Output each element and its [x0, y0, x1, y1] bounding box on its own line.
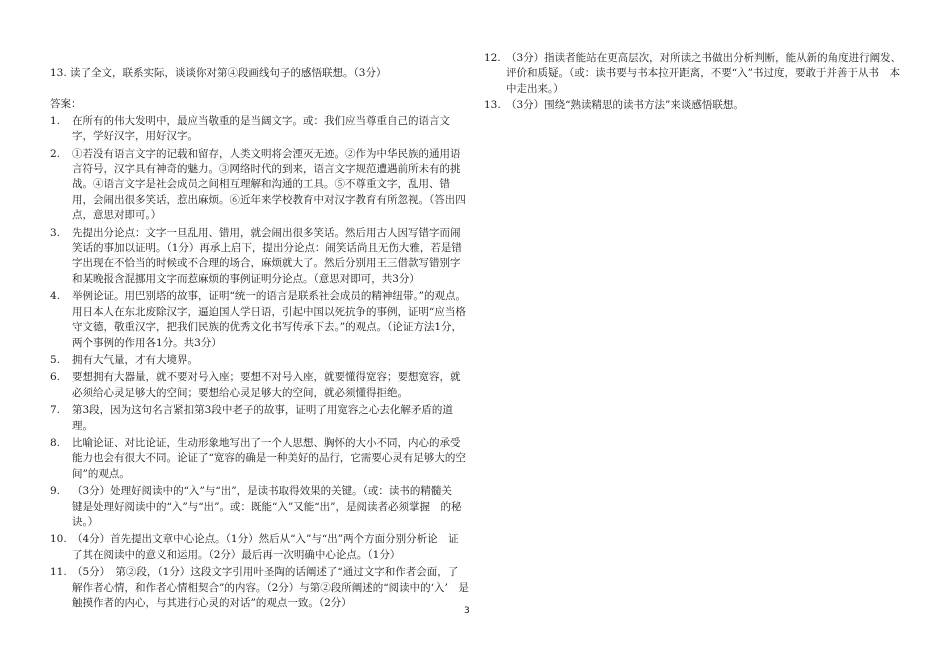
question-13: 13. 读了全文，联系实际，谈谈你对第④段画线句子的感悟联想。（3分） — [50, 67, 387, 79]
answer-text: 比喻论证、对比论证，生动形象地写出了一个人思想、胸怀的大小不同，内心的承受能力也会有很大不同。论证了“宽容的确是一种美好的品行，它需要心灵有足够大的空间”的观点。 — [72, 436, 466, 480]
answer-text: 先提出分论点：文字一旦乱用、错用，就会闹出很多笑话。然后用古人因写错字而闹笑话的事加以证明。（1分）再承上启下，提出分论点：闹笑话尚且无伤大雅，若是错字出现在不恰当的时候或不合理的场合，麻烦就大了。然后分别用王三借款写错别字和某晚报含混挪用文字而惹麻烦的事例证明分论点。（意思对即可，共3分） — [72, 226, 462, 285]
right-answer-list — [484, 51, 907, 114]
answer-list — [50, 114, 470, 612]
answer-number: 5. — [50, 353, 61, 366]
answer-item — [50, 403, 470, 434]
answer-item — [50, 147, 470, 224]
left-column — [50, 66, 470, 613]
right-column — [484, 51, 907, 115]
answer-text: 在所有的伟大发明中，最应当敬重的是当阔文字。或：我们应当尊重自己的语言文字，学好汉字，用好汉字。 — [72, 114, 450, 143]
answer-item — [484, 51, 907, 97]
answer-text: 要想拥有大器量，就不要对号入座；要想不对号入座，就要懂得宽容；要想宽容，就必须给心灵足够大的空间；要想给心灵足够大的空间，就必须懂得拒绝。 — [72, 371, 461, 399]
answer-number: 10. — [50, 533, 67, 546]
answer-text: （3分）围绕“熟读精思的读书方法”来谈感悟联想。 — [506, 99, 744, 112]
answer-number: 13. — [484, 99, 501, 112]
answer-item — [50, 436, 470, 482]
answer-item — [484, 98, 904, 113]
answer-text: （4分）首先提出文章中心论点。（1分）然后从“入”与“出”两个方面分别分析论 证 了其在阅读中的意义和运用。（2分）最后再一次明确中心论点。（1分） — [72, 533, 470, 561]
answer-item — [50, 226, 470, 288]
answer-number: 8. — [50, 436, 61, 449]
answer-item — [50, 565, 470, 611]
answer-number: 3. — [50, 226, 61, 239]
answer-item — [50, 532, 470, 563]
answer-text: （3分）处理好阅读中的“入”与“出”，是读书取得效果的关键。（或：读书的精髓关 键是处理好阅读中的“入”与“出”。或：既能“入”又能“出”，是阅读者必须掌握 的秘诀。） — [72, 485, 463, 528]
answer-number: 7. — [50, 404, 61, 417]
answer-number: 9. — [50, 485, 61, 498]
answer-text: 第3段，因为这句名言紧扣第3段中老子的故事，证明了用宽容之心去化解矛盾的道理。 — [72, 404, 453, 432]
answer-item — [50, 353, 470, 368]
answer-text: 拥有大气量，才有大境界。 — [72, 353, 198, 366]
answer-number: 4. — [50, 290, 61, 303]
answer-number: 11. — [50, 566, 67, 579]
answer-number: 1. — [50, 114, 61, 127]
answer-number: 6. — [50, 371, 61, 384]
answer-item — [50, 484, 470, 530]
answer-item — [50, 370, 470, 401]
answer-number: 2. — [50, 147, 61, 160]
answer-text: （5分） 第②段，（1分）这段文字引用叶圣陶的话阐述了“通过文字和作者会面，了 解作者心情，和作者心情相契合”的内容。（2分）与第②段所阐述的“阅读中的‘入’ 是触摸作者的内心，与其进行心灵的对话”的观点一致。（2分） — [72, 566, 469, 609]
answer-item — [50, 289, 470, 351]
answer-text: （3分）指读者能站在更高层次，对所读之书做出分析判断，能从新的角度进行阐发、 评价和质疑。（或：读书要与书本拉开距离，不要“入”书过度，要敢于并善于从书 本中走出来。） — [506, 52, 907, 95]
page-number: 3 — [464, 606, 470, 616]
answer-text: ①若没有语言文字的记载和留存，人类文明将会湮灭无迹。②作为中华民族的通用语言符号，汉字具有神奇的魅力。③网络时代的到来，语言文字规范遭遇前所未有的挑战。④语言文字是社会成员之间相互理解和沟通的工具。⑤不尊重文字，乱用、错用，会闹出很多笑话，惹出麻烦。⑥近年来学校教育中对汉字教育有所忽视。（答出四点，意思对即可。） — [72, 147, 466, 222]
answer-number: 12. — [484, 52, 501, 64]
answers-heading: 答案： — [50, 98, 82, 111]
answer-text: 举例论证。用巴别塔的故事，证明“统一的语言是联系社会成员的精神纽带。”的观点。用日本人在东北废除汉字，逼迫国人学日语，引起中国以死抗争的事例，证明“应当格守文德，敬重汉字，把我们民族的优秀文化书写传承下去。”的观点。（论证方法1分，两个事例的作用各1分。共3分） — [72, 290, 466, 349]
answer-item — [50, 114, 470, 145]
